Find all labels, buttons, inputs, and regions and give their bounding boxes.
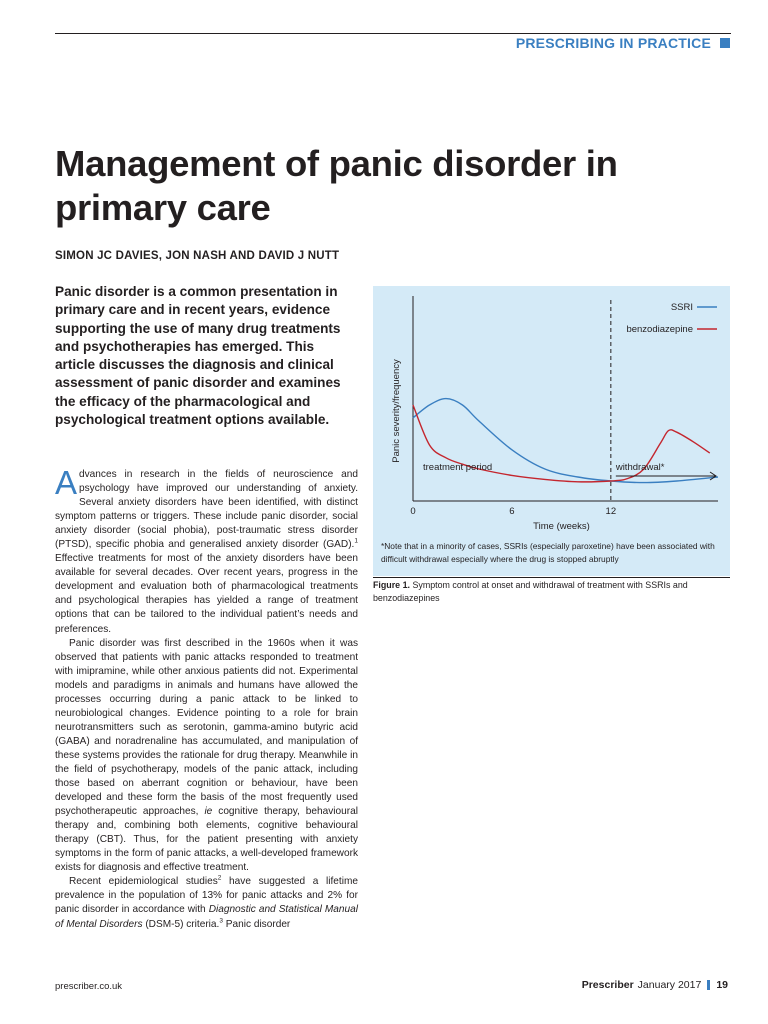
x-tick-label: 0 bbox=[410, 506, 416, 517]
chart-legend bbox=[626, 302, 717, 335]
page-number: 19 bbox=[716, 979, 728, 991]
section-label: PRESCRIBING IN PRACTICE bbox=[515, 35, 711, 51]
footer-divider bbox=[707, 980, 710, 990]
footer-issue: January 2017 bbox=[637, 979, 702, 991]
footer-publication: Prescriber bbox=[581, 979, 634, 991]
caption-label: Figure 1. bbox=[373, 580, 410, 590]
x-tick-label: 6 bbox=[509, 506, 515, 517]
footer-info bbox=[582, 979, 728, 991]
section-square-icon bbox=[720, 38, 730, 48]
article-authors: SIMON JC DAVIES, JON NASH AND DAVID J NUTT bbox=[55, 250, 340, 262]
section-header bbox=[516, 35, 730, 51]
withdrawal-label: withdrawal* bbox=[615, 462, 665, 473]
figure-panel bbox=[373, 286, 730, 576]
x-tick-label: 12 bbox=[605, 506, 617, 517]
footer-website: prescriber.co.uk bbox=[55, 981, 123, 992]
treatment-period-label: treatment period bbox=[423, 462, 493, 473]
body-paragraph: Panic disorder was first described in the 1960s when it was observed that patients with panic attacks responded to treatment with imipramine, while other anxious patients did not. Experimental models and paradigms in animals and humans have allowed the processes occurring during a panic attack to be linked to neurobiological changes. Evidence pointing to a role for brain neurotransmitters such as serotonin, gamma-amino butyric acid (GABA) and noradrenaline has accumulated, and manipulation of these systems provides the rationale for drug therapy. Meanwhile in the field of psychotherapy, models of the panic attack, including those based on aberrant cognition or behaviour, have been developed and these form the basis of the most frequently used psychotherapeutic approaches, ie cognitive therapy, behavioural therapy and, combining both elements, cognitive behavioural therapy (CBT). Thus, for the patient presenting with anxiety symptoms in the form of panic attacks, a well-developed framework exists for diagnosis and effective treatment. bbox=[55, 637, 358, 874]
article-body bbox=[55, 464, 359, 932]
figure-rule bbox=[373, 577, 730, 578]
article-abstract: Panic disorder is a common presentation in primary care and in recent years, evidence supporting the use of many drug treatments and psychotherapies has emerged. This article discusses the diagnosis and clinical assessment of panic disorder and examines the efficacy of the pharmacological and psychological treatment options available. bbox=[55, 284, 341, 428]
body-paragraph: Recent epidemiological studies$^2$ have suggested a lifetime prevalence in the population of 13% for panic attacks and 2% for panic disorder in accordance with Diagnostic and Statistical Manual of Mental Disorders (DSM-5) criteria.$^3$ Panic disorder bbox=[55, 875, 359, 930]
caption-text: Symptom control at onset and withdrawal of treatment with SSRIs and benzodiazepines bbox=[373, 580, 688, 603]
drop-cap: A bbox=[55, 464, 78, 501]
legend-label: SSRI bbox=[670, 302, 693, 313]
legend-label: benzodiazepine bbox=[626, 324, 693, 335]
x-axis-label: Time (weeks) bbox=[533, 521, 590, 532]
top-rule bbox=[55, 33, 731, 34]
figure-chart bbox=[373, 286, 730, 536]
figure-caption bbox=[373, 579, 733, 604]
figure-footnote: *Note that in a minority of cases, SSRIs (especially paroxetine) have been associated with difficult withdrawal especially where the drug is stopped abruptly bbox=[381, 541, 715, 564]
body-paragraph: Advances in research in the fields of neuroscience and psychology have improved our understanding of anxiety. Several anxiety disorders have been identified, with distinct symptom patterns or triggers. These include panic disorder, social anxiety disorder (social phobia), post-traumatic stress disorder (PTSD), specific phobia and generalised anxiety disorder (GAD).$^1$ Effective treatments for most of the anxiety disorders have been available for several decades. Over recent years, progress in the development and evaluation both of pharmacological treatments and psychological therapies has yielded a range of treatment options that can be tailored to the individual patient’s needs and preferences. bbox=[55, 464, 358, 635]
x-ticks bbox=[410, 506, 616, 517]
article-title: Management of panic disorder in primary care bbox=[55, 143, 618, 228]
y-axis-label: Panic severity/frequency bbox=[391, 359, 402, 463]
